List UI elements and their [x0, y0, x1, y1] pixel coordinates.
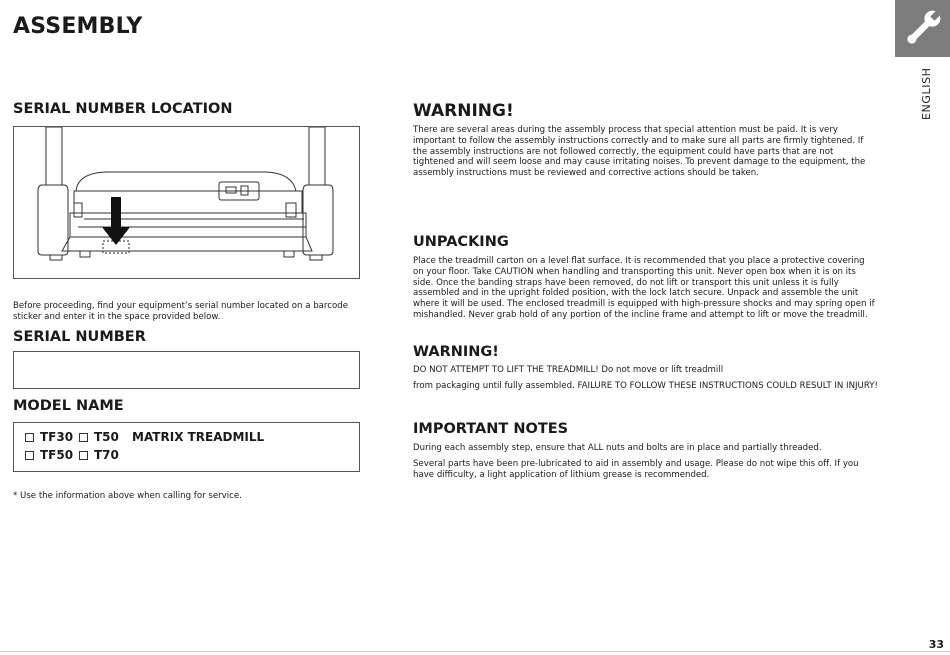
important-notes-heading: IMPORTANT NOTES: [413, 421, 569, 437]
checkbox[interactable]: [25, 433, 34, 442]
down-arrow-icon: [102, 197, 130, 245]
unpacking-heading: UNPACKING: [413, 234, 509, 250]
serial-number-field[interactable]: [13, 351, 360, 389]
section-tab: [895, 0, 950, 57]
treadmill-serial-location-illustration: [13, 126, 360, 279]
warning-heading-2: WARNING!: [413, 344, 499, 360]
wrench-icon: [895, 0, 950, 57]
warning-text-2a: DO NOT ATTEMPT TO LIFT THE TREADMILL! Do not move or lift treadmill: [413, 365, 724, 375]
model-option-t70[interactable]: T70: [79, 448, 119, 462]
checkbox[interactable]: [79, 433, 88, 442]
checkbox[interactable]: [25, 451, 34, 460]
model-option-tf30[interactable]: TF30: [25, 430, 73, 444]
warning-heading-1: WARNING!: [413, 101, 514, 121]
treadmill-illustration: [14, 127, 359, 278]
page-number: 33: [928, 638, 944, 651]
language-label: ENGLISH: [920, 67, 933, 120]
checkbox[interactable]: [79, 451, 88, 460]
important-notes-text-2: Several parts have been pre-lubricated to aid in assembly and usage. Please do not wipe this off. If you have difficulty, a light application of lithium grease is recommended.: [413, 459, 859, 480]
serial-location-heading: SERIAL NUMBER LOCATION: [13, 101, 233, 117]
model-name-heading: MODEL NAME: [13, 398, 124, 414]
footer-divider: [0, 651, 950, 652]
model-option-t50[interactable]: T50: [79, 430, 119, 444]
service-footnote: * Use the information above when calling for service.: [13, 491, 242, 501]
serial-number-heading: SERIAL NUMBER: [13, 329, 146, 345]
serial-intro-text: Before proceeding, find your equipment’s serial number located on a barcode sticker and enter it in the space provided below.: [13, 301, 348, 322]
warning-text-1: There are several areas during the assembly process that special attention must be paid. It is very important to follow the assembly instructions correctly and to make sure all parts are firmly tightened. If the assembly instructions are not followed correctly, the equipment could have parts that are not tightened and will seem loose and may cause irritating noises. To prevent damage to the equipment, the assembly instructions must be reviewed and corrective actions should be taken.: [413, 125, 866, 179]
unpacking-text: Place the treadmill carton on a level flat surface. It is recommended that you place a protective covering on your floor. Take CAUTION when handling and transporting this unit. Never open box when it is on its side. Once the banding straps have been removed, do not lift or transport this unit unless it is fully assembled and in the upright folded position, with the lock latch secure. Unpack and assemble the unit where it will be used. The enclosed treadmill is equipped with high-pressure shocks and may spring open if mishandled. Never grab hold of any portion of the incline frame and attempt to lift or move the treadmill.: [413, 256, 875, 320]
important-notes-text-1: During each assembly step, ensure that ALL nuts and bolts are in place and partially threaded.: [413, 443, 822, 453]
model-brand-label: MATRIX TREADMILL: [132, 430, 265, 444]
warning-text-2b: from packaging until fully assembled. FAILURE TO FOLLOW THESE INSTRUCTIONS COULD RESULT IN INJURY!: [413, 381, 878, 391]
model-name-box: [13, 422, 360, 472]
page-title: ASSEMBLY: [13, 14, 143, 39]
model-option-tf50[interactable]: TF50: [25, 448, 73, 462]
